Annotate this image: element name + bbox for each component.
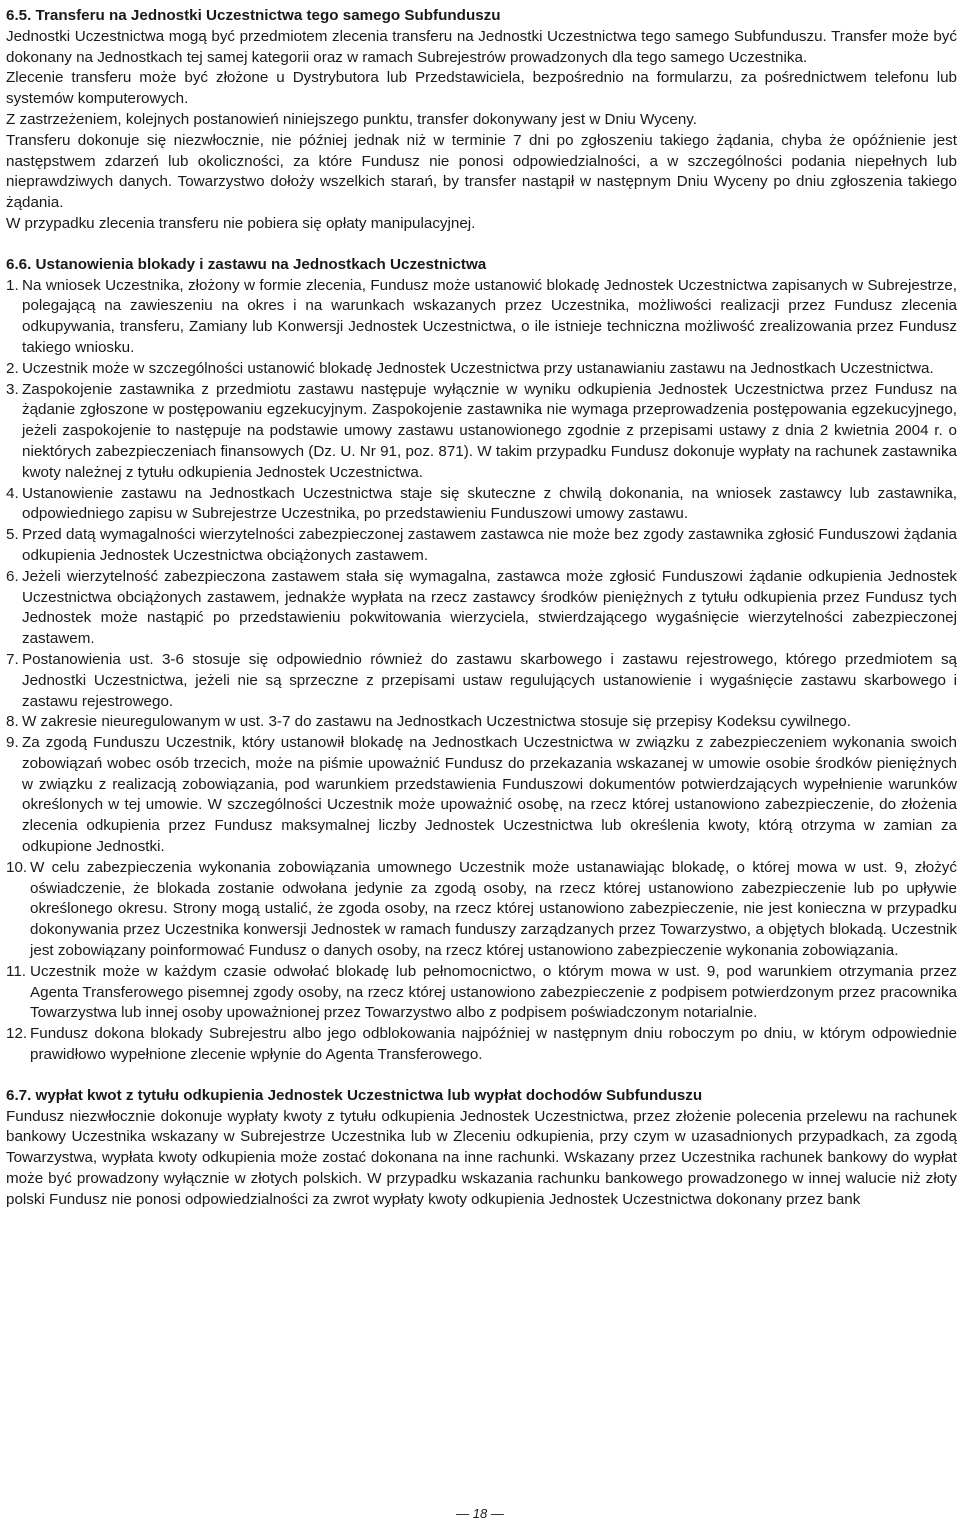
section-6-6-heading: 6.6. Ustanowienia blokady i zastawu na Jednostkach Uczestnictwa bbox=[6, 255, 487, 273]
list-item-text: Jeżeli wierzytelność zabezpieczona zastawem stała się wymagalna, zastawca może zgłosić Funduszowi żądanie odkupienia Jednostek Uczestnictwa obciążonych zastawem, jednakże wypłata na rzecz zastawcy środków pieniężnych z tytułu odkupienia przez Fundusz tych Jednostek może nastąpić po przedstawieniu pokwitowania wierzyciela, stwierdzającego wygaśnięcie wierzytelności zabezpieczonej zastawem. bbox=[22, 567, 957, 648]
list-item bbox=[6, 380, 957, 484]
list-item bbox=[6, 712, 957, 733]
list-item-text: Uczestnik może w każdym czasie odwołać blokadę lub pełnomocnictwo, o którym mowa w ust. 9, pod warunkiem otrzymania przez Agenta Transferowego pisemnej zgody osoby, na rzecz której ustanowiono zabezpieczenie z podpisem potwierdzonym przez pracownika Towarzystwa lub innej osoby upoważnionej przez Towarzystwo albo z podpisem poświadczonym notarialnie. bbox=[30, 962, 957, 1022]
list-item-text: Na wniosek Uczestnika, złożony w formie zlecenia, Fundusz może ustanowić blokadę Jednostek Uczestnictwa zapisanych w Subrejestrze, polegającą na zawieszeniu na okres i na warunkach wskazanych przez Uczestnika, możliwości realizacji przez Fundusz zlecenia odkupywania, transferu, Zamiany lub Konwersji Jednostek Uczestnictwa, o ile istnieje techniczna możliwość zrealizowania przez Fundusz takiego wniosku. bbox=[22, 276, 957, 356]
list-item-number: 8. bbox=[6, 713, 19, 731]
list-item bbox=[6, 733, 957, 858]
list-item-text: W zakresie nieuregulowanym w ust. 3-7 do zastawu na Jednostkach Uczestnictwa stosuje się przepisy Kodeksu cywilnego. bbox=[22, 713, 851, 731]
list-item-number: 4. bbox=[6, 484, 19, 502]
page-number-value: 18 bbox=[472, 1506, 488, 1521]
list-item bbox=[6, 1024, 957, 1066]
list-item-text: Uczestnik może w szczególności ustanowić blokadę Jednostek Uczestnictwa przy ustanawianiu zastawu na Jednostkach Uczestnictwa. bbox=[22, 359, 934, 377]
section-6-7-heading: 6.7. wypłat kwot z tytułu odkupienia Jednostek Uczestnictwa lub wypłat dochodów Subfunduszu bbox=[6, 1086, 703, 1104]
list-item-text: Ustanowienie zastawu na Jednostkach Uczestnictwa staje się skuteczne z chwilą dokonania, na wniosek zastawcy lub zastawnika, odpowiedniego zapisu w Subrejestrze Uczestnika, po przedstawieniu Funduszowi umowy zastawu. bbox=[22, 484, 957, 523]
page-number: — 18 — bbox=[456, 1506, 504, 1521]
section-6-7-paragraph: Fundusz niezwłocznie dokonuje wypłaty kwoty z tytułu odkupienia Jednostek Uczestnictwa, przez złożenie polecenia przelewu na rachunek bankowy Uczestnika wskazany w Subrejestrze Uczestnika lub w Zleceniu odkupienia, przy czym w uzasadnionych przypadkach, za zgodą Towarzystwa, wypłata kwoty odkupienia może zostać dokonana na inne rachunki. Wskazany przez Uczestnika rachunek bankowy do wypłat może być prowadzony wyłącznie w złotych polskich. W przypadku wskazania rachunku bankowego prowadzonego w innej walucie niż złoty polski Fundusz nie ponosi odpowiedzialności za zwrot wypłaty kwoty odkupienia Jednostek Uczestnictwa dokonany przez bank bbox=[6, 1107, 957, 1208]
list-item-number: 9. bbox=[6, 734, 19, 752]
list-item-number: 2. bbox=[6, 359, 19, 377]
list-item bbox=[6, 858, 957, 962]
list-item-text: Postanowienia ust. 3-6 stosuje się odpowiednio również do zastawu skarbowego i zastawu rejestrowego, którego przedmiotem są Jednostki Uczestnictwa, jeżeli nie są sprzeczne z przepisami ustaw regulujących ustanowienie i wygaśnięcie zastawu skarbowego i zastawu rejestrowego. bbox=[22, 650, 957, 710]
list-item-text: Fundusz dokona blokady Subrejestru albo jego odblokowania najpóźniej w następnym dniu roboczym po dniu, w którym odpowiednie prawidłowo wypełnione zlecenie wpłynie do Agenta Transferowego. bbox=[30, 1025, 957, 1064]
section-6-5-paragraph: W przypadku zlecenia transferu nie pobiera się opłaty manipulacyjnej. bbox=[6, 214, 476, 232]
section-6-5-heading: 6.5. Transferu na Jednostki Uczestnictwa tego samego Subfunduszu bbox=[6, 7, 501, 24]
list-item-text: Przed datą wymagalności wierzytelności zabezpieczonej zastawem zastawca nie może bez zgody zastawnika zgłosić Funduszowi żądania odkupienia Jednostek Uczestnictwa obciążonych zastawem. bbox=[22, 526, 957, 564]
list-item bbox=[6, 525, 957, 567]
section-6-5-paragraph: Z zastrzeżeniem, kolejnych postanowień niniejszego punktu, transfer dokonywany jest w Dniu Wyceny. bbox=[6, 110, 697, 128]
list-item bbox=[6, 484, 957, 526]
list-item-number: 7. bbox=[6, 650, 19, 668]
list-item bbox=[6, 650, 957, 712]
list-item-number: 5. bbox=[6, 526, 19, 544]
list-item-number: 1. bbox=[6, 276, 19, 294]
list-item-number: 11. bbox=[6, 962, 26, 980]
list-item-text: Za zgodą Funduszu Uczestnik, który ustanowił blokadę na Jednostkach Uczestnictwa w związku z zabezpieczeniem wykonania swoich zobowiązań wobec osób trzecich, może na piśmie upoważnić Fundusz do przekazania wskazanej w umowie osobie środków pieniężnych w związku z realizacją zobowiązania, pod warunkiem przedstawienia Funduszowi dokumentów potwierdzających wypełnienie warunków określonych w tej umowie. W szczególności Uczestnik może upoważnić osobę, na rzecz której ustanowiono zabezpieczenie, do złożenia zlecenia odkupienia przez Fundusz maksymalnej liczby Jednostek Uczestnictwa lub określenia kwoty, którą otrzyma w zamian za odkupione Jednostki. bbox=[22, 734, 957, 856]
list-item-text: W celu zabezpieczenia wykonania zobowiązania umownego Uczestnik może ustanawiając blokadę, o której mowa w ust. 9, złożyć oświadczenie, że blokada zostanie odwołana jedynie za zgodą osoby, na rzecz której ustanowiono zabezpieczenie lub po upływie określonego okresu. Strony mogą ustalić, że zgoda osoby, na rzecz której ustanowiono zabezpieczenie, nie jest konieczna w przypadku dokonywania przez Uczestnika konwersji Jednostek w ramach funduszy zarządzanych przez Towarzystwo, a objętych blokadą. Uczestnik jest zobowiązany poinformować Fundusz o danych osoby, na rzecz której ustanowiono zabezpieczenie wykonania zobowiązania. bbox=[30, 858, 957, 960]
list-item-number: 6. bbox=[6, 567, 19, 585]
document-page bbox=[6, 6, 957, 1211]
section-6-5-paragraph: Transferu dokonuje się niezwłocznie, nie później jednak niż w terminie 7 dni po zgłoszeniu takiego żądania, chyba że opóźnienie jest następstwem zdarzeń lub okoliczności, za które Fundusz nie ponosi odpowiedzialności, a w szczególności podania niepełnych lub nieprawdziwych danych. Towarzystwo dołoży wszelkich starań, by transfer nastąpił w następnym Dniu Wyceny po dniu zgłoszenia takiego żądania. bbox=[6, 131, 957, 212]
section-spacer bbox=[6, 235, 957, 255]
list-item bbox=[6, 276, 957, 359]
list-item bbox=[6, 567, 957, 650]
section-6-5-paragraph: Zlecenie transferu może być złożone u Dystrybutora lub Przedstawiciela, bezpośrednio na formularzu, za pośrednictwem telefonu lub systemów komputerowych. bbox=[6, 69, 957, 108]
list-item-number: 3. bbox=[6, 380, 19, 398]
section-spacer bbox=[6, 1066, 957, 1086]
list-item-number: 10. bbox=[6, 858, 28, 876]
list-item-text: Zaspokojenie zastawnika z przedmiotu zastawu następuje wyłącznie w wyniku odkupienia Jednostek Uczestnictwa przez Fundusz na żądanie zgłoszone w postępowaniu egzekucyjnym. Zaspokojenie zastawnika nie wymaga przeprowadzenia postępowania egzekucyjnego, jeżeli zaspokojenie to następuje na podstawie umowy zastawu ustanowionego zgodnie z przepisami ustawy z dnia 2 kwietnia 2004 r. o niektórych zabezpieczeniach finansowych (Dz. U. Nr 91, poz. 871). W takim przypadku Fundusz dokonuje wypłaty na rachunek zastawnika kwoty należnej z tytułu odkupienia Jednostek Uczestnictwa. bbox=[22, 380, 957, 481]
list-item bbox=[6, 359, 957, 380]
section-6-6-list bbox=[6, 276, 957, 1066]
list-item bbox=[6, 962, 957, 1024]
section-6-5-paragraph: Jednostki Uczestnictwa mogą być przedmiotem zlecenia transferu na Jednostki Uczestnictwa tego samego Subfunduszu. Transfer może być dokonany na Jednostkach tej samej kategorii oraz w ramach Subrejestrów prowadzonych dla tego samego Uczestnika. bbox=[6, 27, 957, 66]
list-item-number: 12. bbox=[6, 1025, 28, 1043]
